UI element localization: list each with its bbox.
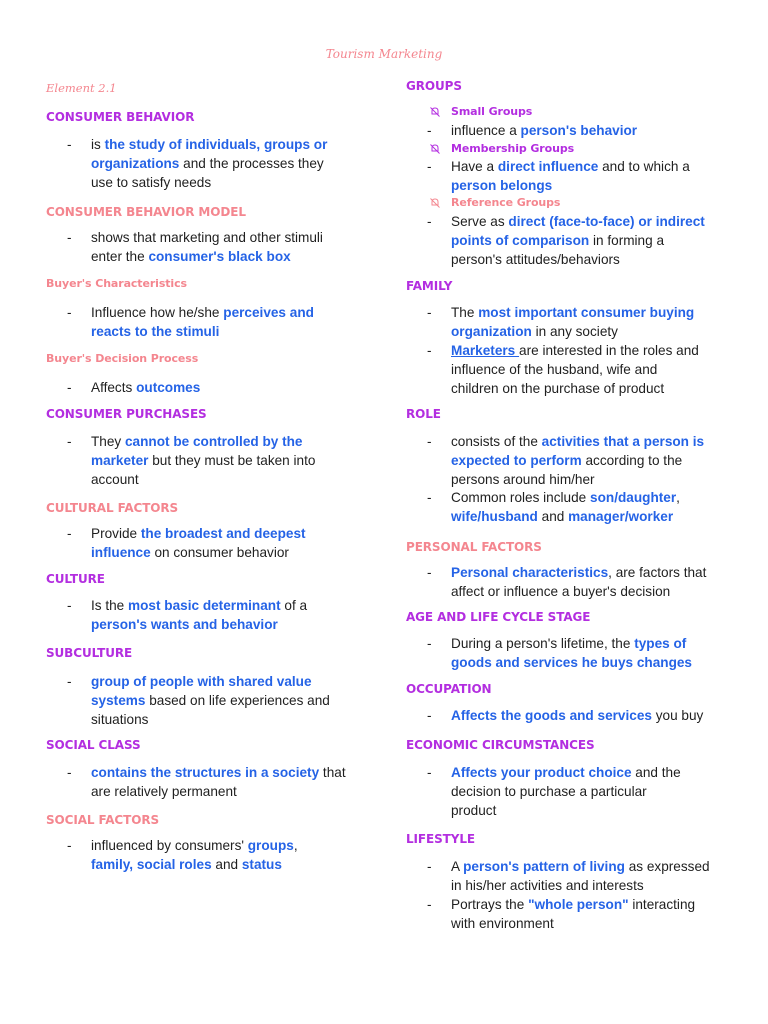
- heading-consumer-purchases: CONSUMER PURCHASES: [46, 407, 207, 421]
- heading-subculture: SUBCULTURE: [46, 646, 133, 660]
- subheading-membership-groups: Membership Groups: [451, 142, 575, 155]
- heading-consumer-behavior-model: CONSUMER BEHAVIOR MODEL: [46, 205, 246, 219]
- heading-family: FAMILY: [406, 279, 453, 293]
- heading-consumer-behavior: CONSUMER BEHAVIOR: [46, 110, 195, 124]
- heading-age-life-cycle: AGE AND LIFE CYCLE STAGE: [406, 610, 591, 624]
- heading-occupation: OCCUPATION: [406, 682, 492, 696]
- heading-buyers-characteristics: Buyer's Characteristics: [46, 277, 187, 290]
- subheading-small-groups: Small Groups: [451, 105, 533, 118]
- no-bell-icon: [429, 106, 441, 118]
- heading-social-factors: SOCIAL FACTORS: [46, 813, 160, 827]
- subheading-reference-groups: Reference Groups: [451, 196, 561, 209]
- heading-economic-circumstances: ECONOMIC CIRCUMSTANCES: [406, 738, 595, 752]
- heading-culture: CULTURE: [46, 572, 105, 586]
- heading-social-class: SOCIAL CLASS: [46, 738, 141, 752]
- heading-buyers-decision-process: Buyer's Decision Process: [46, 352, 199, 365]
- no-bell-icon: [429, 197, 441, 209]
- heading-cultural-factors: CULTURAL FACTORS: [46, 501, 179, 515]
- heading-groups: GROUPS: [406, 79, 462, 93]
- document-title: Tourism Marketing: [325, 47, 443, 61]
- no-bell-icon: [429, 143, 441, 155]
- element-label: Element 2.1: [46, 81, 117, 95]
- heading-personal-factors: PERSONAL FACTORS: [406, 540, 542, 554]
- heading-lifestyle: LIFESTYLE: [406, 832, 475, 846]
- bullet-dash: -: [67, 137, 72, 152]
- heading-role: ROLE: [406, 407, 441, 421]
